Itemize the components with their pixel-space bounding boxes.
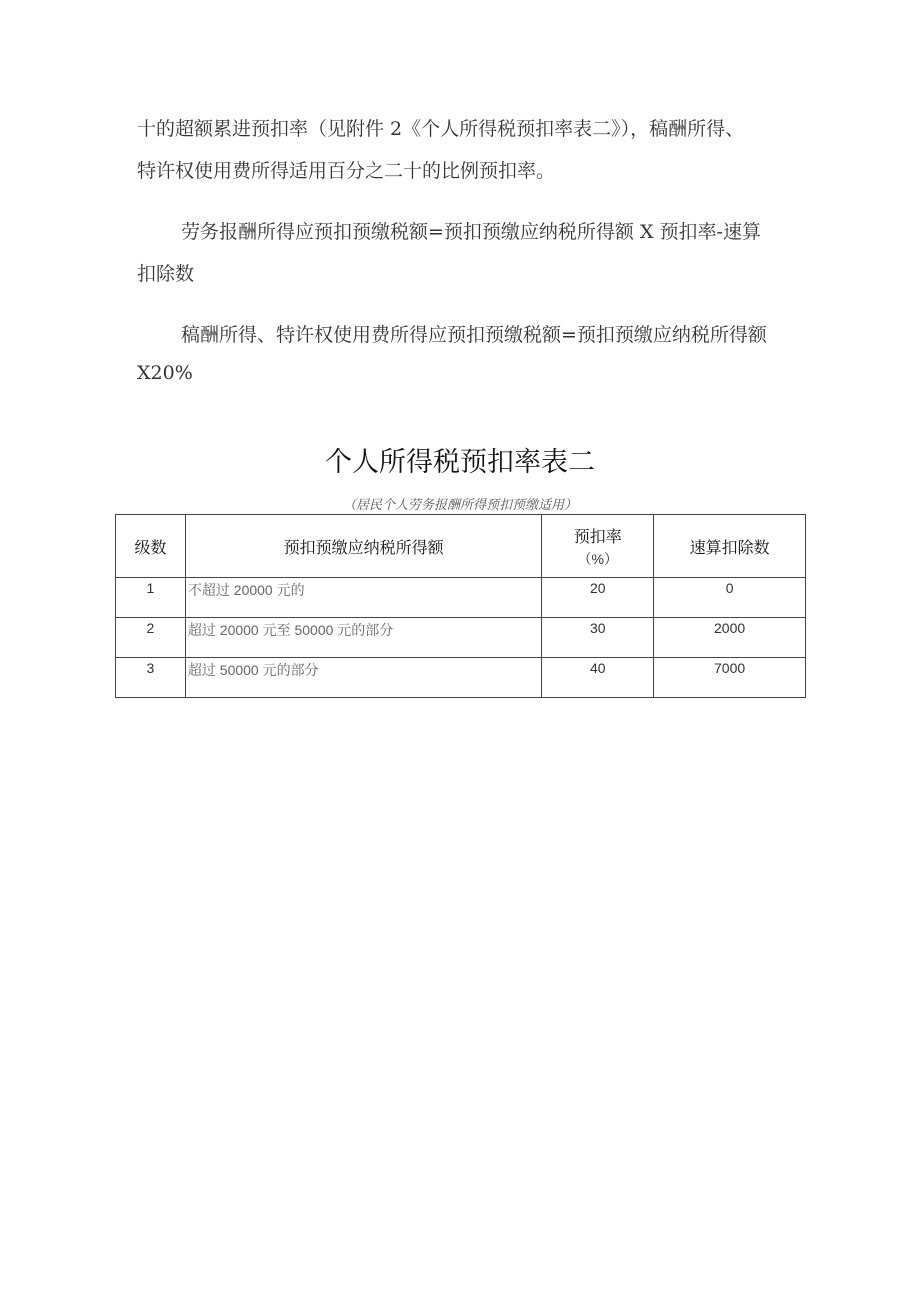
cell-income: 不超过 20000 元的 <box>185 578 541 618</box>
paragraph-line: 劳务报酬所得应预扣预缴税额=预扣预缴应纳税所得额 X 预扣率-速算 <box>181 221 761 243</box>
header-rate-unit: （%） <box>577 550 618 567</box>
cell-income: 超过 20000 元至 50000 元的部分 <box>185 618 541 658</box>
cell-level: 1 <box>116 578 186 618</box>
paragraph-line: 特许权使用费所得适用百分之二十的比例预扣率。 <box>137 160 556 182</box>
paragraph-line: X20% <box>137 362 193 384</box>
cell-deduction: 2000 <box>654 618 806 658</box>
table-subtitle: （居民个人劳务报酬所得预扣预缴适用） <box>342 498 577 513</box>
header-deduction: 速算扣除数 <box>654 515 806 578</box>
paragraph-line: 稿酬所得、特许权使用费所得应预扣预缴税额=预扣预缴应纳税所得额 <box>181 324 767 346</box>
cell-rate: 20 <box>542 578 654 618</box>
table-header-row <box>116 515 806 578</box>
table-title: 个人所得税预扣率表二 <box>325 447 595 478</box>
cell-deduction: 0 <box>654 578 806 618</box>
cell-level: 2 <box>116 618 186 658</box>
table-row <box>116 658 806 698</box>
paragraph-line: 十的超额累进预扣率（见附件 2《个人所得税预扣率表二》），稿酬所得、 <box>137 118 745 140</box>
table-row <box>116 618 806 658</box>
header-income: 预扣预缴应纳税所得额 <box>185 515 541 578</box>
header-level: 级数 <box>116 515 186 578</box>
table-row <box>116 578 806 618</box>
rate-table <box>115 514 806 698</box>
cell-rate: 40 <box>542 658 654 698</box>
header-rate <box>542 515 654 578</box>
header-rate-label: 预扣率 <box>573 528 622 546</box>
paragraph-line: 扣除数 <box>137 263 195 285</box>
cell-level: 3 <box>116 658 186 698</box>
cell-deduction: 7000 <box>654 658 806 698</box>
cell-rate: 30 <box>542 618 654 658</box>
cell-income: 超过 50000 元的部分 <box>185 658 541 698</box>
